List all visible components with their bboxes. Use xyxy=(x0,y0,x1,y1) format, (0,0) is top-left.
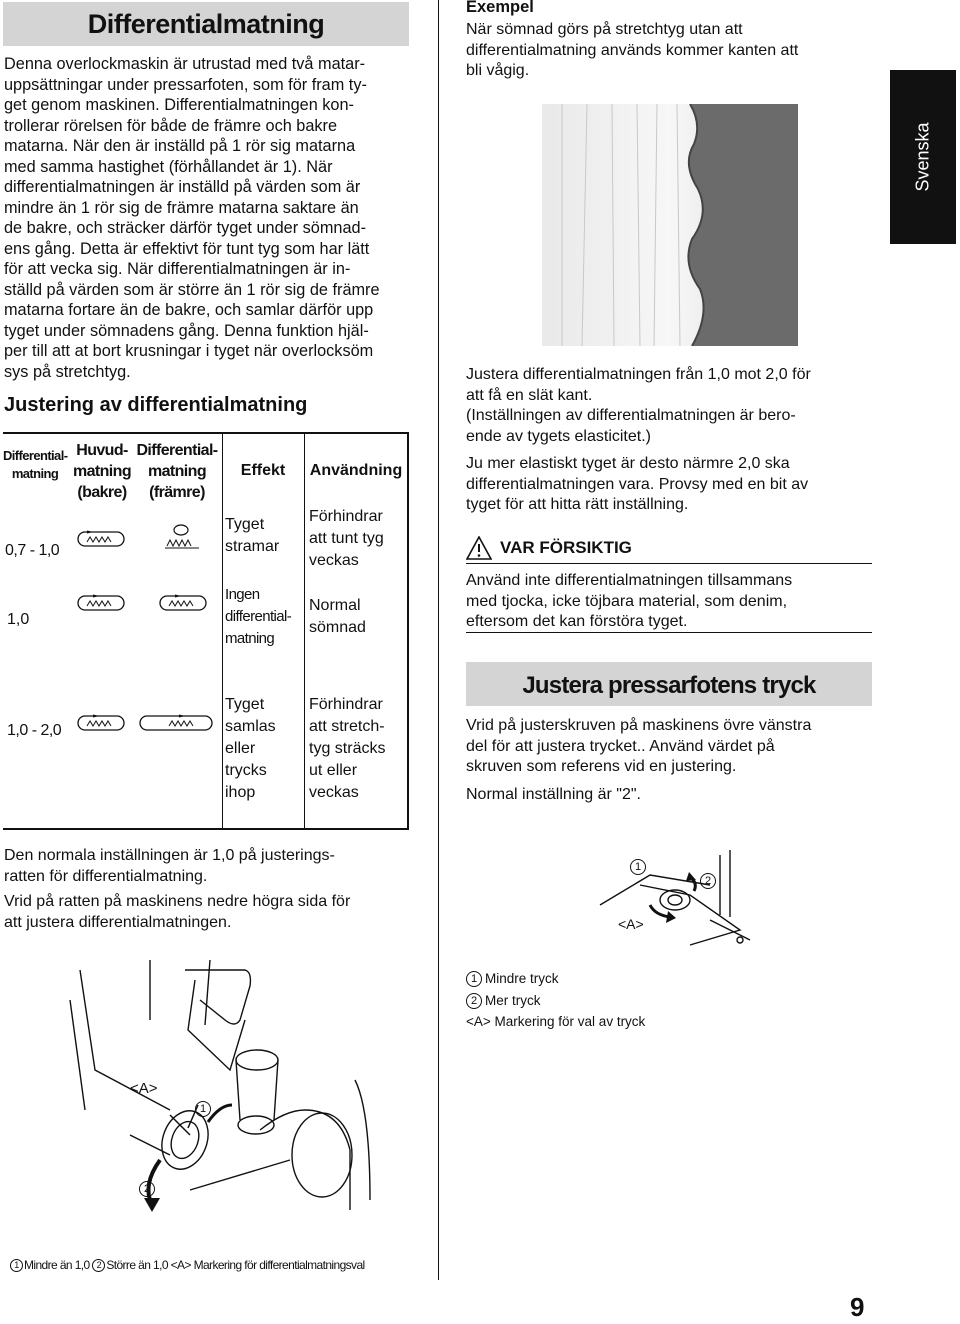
adjust-text: Justera differentialmatningen från 1,0 mot 2,0 för att få en slät kant. (Inställningen av differentialmatningen är bero- ende av tygets elasticitet.) xyxy=(466,366,811,445)
note-normal-setting: Den normala inställningen är 1,0 på justerings- ratten för differentialmatning. xyxy=(4,847,335,885)
elastic-text: Ju mer elastiskt tyget är desto närmre 2,0 ska differentialmatningen vara. Provsy med en bit av tyget för att hitta rätt inställning. xyxy=(466,455,809,513)
table-divider-usage xyxy=(304,432,305,830)
row-value: 0,7 - 1,0 xyxy=(5,542,60,559)
caution-title: VAR FÖRSIKTIG xyxy=(500,538,632,557)
figure-marker-1: 1 xyxy=(195,1100,214,1118)
page-number: 9 xyxy=(850,1292,865,1322)
language-tab xyxy=(890,70,956,244)
feed-dog-icon xyxy=(77,590,127,618)
header-effect: Effekt xyxy=(240,462,286,479)
intro-line: uppsättningar under pressarfoten, som för fram ty- xyxy=(4,75,367,94)
intro-line: för att vecka sig. När differentialmatningen är in- xyxy=(4,260,351,278)
table-divider-effect xyxy=(222,432,223,830)
section-title: Differentialmatning xyxy=(87,9,325,39)
header-main-feed: Huvud- matning (bakre) xyxy=(72,442,132,501)
pressure-screw-illustration xyxy=(590,845,760,955)
caution-underline xyxy=(466,563,872,564)
caution-bottom-rule xyxy=(466,632,872,633)
row-value: 1,0 xyxy=(7,611,30,628)
feed-dog-icon xyxy=(139,710,215,738)
row-effect: Tyget samlas eller trycks ihop xyxy=(225,696,276,801)
intro-line: mindre än 1 rör sig de främre matarna saktare än xyxy=(4,198,359,217)
caution-text: Använd inte differentialmatningen tillsammans med tjocka, icke töjbara material, som denim, eftersom det kan förstöra tyget. xyxy=(466,572,793,630)
header-front-feed: Differential- matning (främre) xyxy=(136,442,218,501)
note-turn-dial: Vrid på ratten på maskinens nedre högra sida för att justera differentialmatningen. xyxy=(4,893,351,931)
legend-item: <A> Markering för val av tryck xyxy=(466,1014,646,1029)
feed-dog-icon xyxy=(159,590,209,618)
feed-dog-icon xyxy=(77,526,127,554)
table-bottom-rule xyxy=(3,828,409,830)
intro-line: Denna overlockmaskin är utrustad med två matar- xyxy=(4,55,366,73)
example-text: När sömnad görs på stretchtyg utan att differentialmatning används kommer kanten att bli vågig. xyxy=(466,21,799,79)
row-usage: Normal sömnad xyxy=(309,597,366,636)
intro-line: matarna. När den är inställd på 1 rör sig matarna xyxy=(4,137,356,155)
intro-line: tyget under sömnadens gång. Denna funktion hjäl- xyxy=(4,321,369,340)
column-divider xyxy=(438,0,439,1280)
pressure-text: Vrid på justerskruven på maskinens övre vänstra del för att justera trycket.. Använd värdet på skruven som referens vid en justering. xyxy=(466,717,812,775)
pressure-title: Justera pressarfotens tryck xyxy=(522,672,816,699)
header-usage: Användning xyxy=(309,462,403,479)
intro-line: differentialmatningen är inställd på värden som är xyxy=(4,178,361,196)
figure-caption: 1 Mindre än 1,0 2 Större än 1,0 <A> Markering för differentialmatningsval xyxy=(10,1258,365,1272)
row-value: 1,0 - 2,0 xyxy=(7,722,62,739)
header-differential: Differential- matning xyxy=(3,448,68,481)
table-right-rule xyxy=(407,432,409,830)
pressure-label-a: <A> xyxy=(618,916,644,932)
pressure-title-box xyxy=(466,662,872,706)
warning-icon xyxy=(466,536,492,560)
wavy-fabric-photo xyxy=(542,104,798,346)
differential-dial-illustration xyxy=(60,960,390,1230)
intro-line: ens gång. Detta är effektivt för tunt tyg som har lätt xyxy=(4,239,370,258)
intro-line: de bakre, och sträcker därför tyget under sömnad- xyxy=(4,219,366,237)
example-title: Exempel xyxy=(466,0,534,16)
legend-item: 1 Mindre tryck xyxy=(466,968,645,990)
feed-dog-icon xyxy=(77,710,127,738)
intro-line: matarna fortare än de bakre, och samlar därför upp xyxy=(4,301,374,319)
table-top-rule xyxy=(3,432,409,434)
differential-table xyxy=(3,432,409,830)
pressure-marker-2: 2 xyxy=(700,872,719,890)
intro-line: trollerar rörelsen för både de främre och bakre xyxy=(4,116,338,135)
machine-dial-drawing xyxy=(60,960,390,1230)
intro-line: get genom maskinen. Differentialmatningen kon- xyxy=(4,96,354,114)
intro-line: sys på stretchtyg. xyxy=(4,362,131,381)
legend-item: 2 Mer tryck xyxy=(466,990,645,1012)
pressure-legend xyxy=(466,968,645,1033)
row-effect: Tyget stramar xyxy=(225,516,280,555)
row-usage: Förhindrar att tunt tyg veckas xyxy=(309,508,384,569)
pressure-marker-1: 1 xyxy=(630,858,649,876)
intro-line: per till att at bort krusningar i tyget när overlocksöm xyxy=(4,342,374,360)
language-tab-label: Svenska xyxy=(912,122,933,192)
pressure-screw-drawing xyxy=(590,845,760,955)
intro-paragraph xyxy=(4,54,414,382)
row-usage: Förhindrar att stretch- tyg sträcks ut eller veckas xyxy=(309,696,386,801)
figure-label-a: <A> xyxy=(130,1080,158,1097)
intro-line: ställd på värden som är större än 1 rör sig de främre xyxy=(4,280,380,299)
figure-marker-2: 2 xyxy=(139,1180,158,1198)
row-effect: Ingen differential- matning xyxy=(225,586,292,647)
subheading: Justering av differentialmatning xyxy=(4,394,308,416)
wavy-edge-image xyxy=(542,104,798,346)
normal-setting-text: Normal inställning är "2". xyxy=(466,786,641,803)
section-title-box xyxy=(3,2,409,46)
intro-line: med samma hastighet (förhållandet är 1). När xyxy=(4,157,333,176)
feed-dog-icon xyxy=(163,522,209,554)
